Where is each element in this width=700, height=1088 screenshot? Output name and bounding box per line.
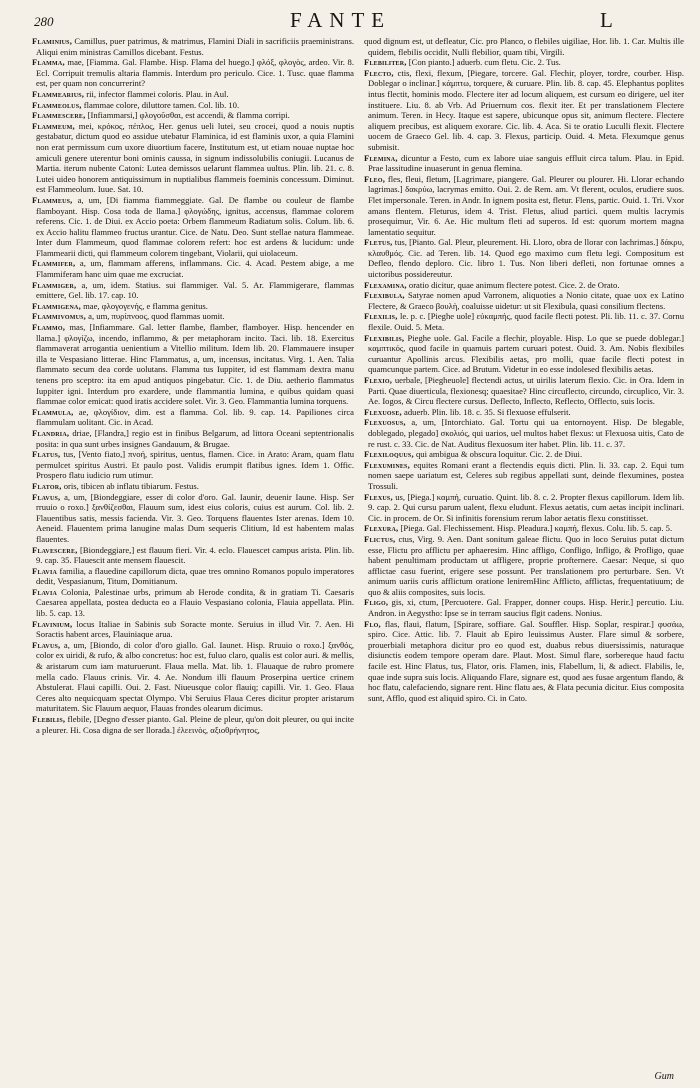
entry-headword: Fligo, xyxy=(364,597,389,608)
catchword: Gum xyxy=(654,1071,674,1082)
dictionary-entry xyxy=(32,428,354,449)
entry-text: a, um, flammam afferens, inflammans. Cic. 4. Acad. Pestem abige, a me Flammiferam hanc uim quae me excruciat. xyxy=(36,258,354,280)
entry-text: locus Italiae in Sabinis sub Soracte monte. Seruius in illud Vir. 7. Aen. Hi Soractis habent arces, Flauiniaque arua. xyxy=(36,618,354,640)
dictionary-entry xyxy=(364,449,684,460)
entry-headword: Flammearius, xyxy=(32,88,85,99)
entry-text: mei, κρόκος, πέπλος, Her. genus ueli lutei, seu crocei, quod a nouis nuptis gestabatur, dictum quod eo assidue utebatur Flaminica, id est flaminis uxor, a quia Flamini non erat permissum cum uxore diuortium facere, Institutum est, ut etiam nouae nuptae hoc amiculi genere uterentur boni ominis caussa, in signum indissolubilis coniugii. Lucanus de Martia. iterum nubente Catoni: Lutea demissos uelarunt flammea uultus. Plin. lib. 21. c. 8. Lutei uideo honorem antiquissimum in nuptialibus flammeis foeminis concessum. Diminut. est Flammeolum. Iuue. Sat. 10. xyxy=(36,120,354,195)
entry-headword: Flexumines, xyxy=(364,459,410,470)
entry-text: us, [Piega.] καμπή, curuatio. Quint. lib. 8. c. 2. Propter flexus capillorum. Idem lib. 9. cap. 2. Qui cursu parum ualent, flexu eludunt. Flexus aetatis, cum aetas incipit inclinari. Cic. in procem. de Or. Si infinitis forensium rerum labor aetatis flexu constitisset. xyxy=(368,491,684,523)
entry-text: ctis, flexi, flexum, [Piegare, torcere. Gal. Flechir, ployer, tordre, courber. Hisp. Doblegar o inclinar.] κάμπτω, torquere, & curuare. Plin. lib. 8. cap. 45. Elephantus poplites intus flectit, hominis modo. Flectere iter ad locum aliquem, est cursum eo dirigere, uel iter instituere. Liu. 8. ab Vrb. Ad Priuernum cos. flexit iter. Et per translationem Flectere animum. Teren. in Hecy. Itaque est sapere, ubicunque opus sit, animum flectere. Flectere aliquem precibus, est aliquem exorare. Cic. lib. 4. Aca. Si te oratio Luculli flexit. Flectere uocem de Graeco Gel. lib. 4. cap. 3. Flexus, particip. Ouid. 4. Meta. Flexumque genus submisit. xyxy=(368,67,684,152)
entry-headword: Flammiger, xyxy=(32,279,77,290)
dictionary-entry xyxy=(32,195,354,259)
entry-headword: Flammescere, xyxy=(32,110,86,121)
dictionary-entry xyxy=(364,311,684,332)
dictionary-entry xyxy=(364,375,684,407)
entry-headword: Flammeus, xyxy=(32,194,73,205)
entry-headword: Flammigena, xyxy=(32,300,81,311)
entry-text: [Con pianto.] aduerb. cum fletu. Cic. 2. Tus. xyxy=(408,57,561,68)
entry-headword: Flo, xyxy=(364,618,381,629)
entry-text: oris, tibicen ab inflatu tibiarum. Festus. xyxy=(63,480,199,491)
right-column xyxy=(364,36,684,1066)
entry-text: rii, infector flammei coloris. Plau. in Aul. xyxy=(86,88,229,99)
entry-text: equites Romani erant a flectendis equis dicti. Plin. li. 33. cap. 2. Equi tum nomen saepe uariatum est, Celeres sub regibus appellati sunt, deinde flexumines, postea Trossuli. xyxy=(368,459,684,491)
dictionary-entry xyxy=(32,407,354,428)
guide-letter: L xyxy=(600,8,613,32)
entry-text: aduerb. Plin. lib. 18. c. 35. Si flexuose effulserit. xyxy=(404,406,571,417)
dictionary-entry xyxy=(32,110,354,121)
left-column xyxy=(32,36,354,1066)
dictionary-entry xyxy=(32,481,354,492)
entry-text: mas, [Infiammare. Gal. letter flambe, flamber, flamboyer. Hisp. hencender en llama.] φλογίζω, incendo, inflammo, & per metaphoram incito. Taci. lib. 18. Exercitus flammaverat arrogantia uenientium a Vitellio militum. Idem lib. 20. Flammauere insuper illa te Vespasiano litterae. Hinc Flammatus, a, um, incensus, incitatus. Virg. 1. Aen. Talia flammato secum dea corde uolutans. Flamma tus Iuppiter, id est flammam dextra manu tenens pro sceptro: ita em apud antiquos pingebatur. Cic. 1. de Diu. aetherio flammatus Iuppiter igni. Interdum pro exardere, unde flammantia lumina, e quibus quidam quasi flammae color emicat: quod iratis accidere solet. Vir. 3. Geo. Flammantia lumina torquens. xyxy=(36,322,354,407)
entry-text: ae, φλογίδιον, dim. est a flamma. Col. lib. 9. cap. 14. Papiliones circa flammulam uolitant. Cic. in Acad. xyxy=(36,406,354,428)
entry-headword: Flexuose, xyxy=(364,406,402,417)
dictionary-entry xyxy=(32,258,354,279)
entry-text: ctus, Virg. 9. Aen. Dant sonitum galeae flictu. Quo in loco Seruius putat dictum esse, Flictu pro afflictu per aphaeresim. Hinc affligo, Confligo, Infligo, & Profligo, quae habent penultimam productam ut affligere, proprie profternere. Caesar: Neque, si quo afflictae casu fuerint, erigere sese possunt. Per translationem pro perturbare. Sen. Vt animum uariis curis afflictum oratione leniremHinc Afflicto, afflictas, frequentatiuum; de quo & aliis composites, suis locis. xyxy=(368,533,684,597)
entry-headword: Flammeolus, xyxy=(32,99,82,110)
entry-headword: Flexus, xyxy=(364,491,393,502)
entry-headword: Flammeum, xyxy=(32,120,75,131)
entry-headword: Flavescere, xyxy=(32,544,78,555)
entry-text: tus, [Pianto. Gal. Pleur, pleurement. Hi. Lloro, obra de llorar con lachrimas.] δάκρυ, κλαυθμός. Cic. ad Teren. lib. 14. Quod ego maximo cum fletu legi. Compositum est Defleo, flendo deploro. Cic. libro 1. Tus. Non liberi defleti, non fortunae omnes a uictoribus possidereutur. xyxy=(368,237,684,280)
dictionary-entry xyxy=(364,237,684,279)
entry-headword: Flavia xyxy=(32,565,58,576)
dictionary-entry xyxy=(32,714,354,735)
entry-headword: Flecto, xyxy=(364,67,394,78)
entry-text: [Piega. Gal. Flechissement. Hisp. Pleadura.] καμπή, flexus. Colu. lib. 5. cap. 5. xyxy=(400,523,673,534)
dictionary-entry xyxy=(32,449,354,481)
entry-headword: Flator, xyxy=(32,480,62,491)
entry-headword: Flexura, xyxy=(364,523,399,534)
dictionary-entry xyxy=(364,68,684,153)
running-header xyxy=(0,6,700,36)
dictionary-entry xyxy=(32,57,354,89)
dictionary-entry xyxy=(364,417,684,449)
dictionary-entry xyxy=(364,597,684,618)
entry-headword: Flexio, xyxy=(364,375,393,385)
entry-headword: Flavia xyxy=(32,586,58,597)
dictionary-entry xyxy=(364,492,684,524)
entry-text: mae, φλογογενής, e flamma genitus. xyxy=(83,300,208,311)
entry-headword: Flammifer, xyxy=(32,258,76,269)
entry-headword: Flexibula, xyxy=(364,290,405,301)
entry-text: oratio dicitur, quae animum flectere potest. Cice. 2. de Orato. xyxy=(408,279,620,290)
entry-headword: Flammula, xyxy=(32,406,74,417)
entry-text: flas, flaui, flatum, [Spirare, soffiare. Gal. Souffler. Hisp. Soplar, respirar.] φυσάω, spiro. Cice. Attic. lib. 7. Flauit ab Epiro leuissimus Auster. Flare simul & sorbere, prouerbiali metaphora dicitur pro eo quod est, duabus rebus diuersissimis, naturaque disiunctis eodem tempore operam dare. Plaut. Most. Simul flare, sorbereque haud factu facile est. Hinc Flatus, tus, Flator, oris. Flamen, inis, Flabellum, li, & adiect. Flabilis, le, quae inde supra suis locis. Aliquando Flare, signare est, quod aes fusae argentum flando, & hoc flatu, calefaciendo, signare rent. Hinc flatu aes, & Flata pecunia dicitur. Eius composita sunt, Afflo, quod est aliquid spiro. Ci. in Cato. xyxy=(368,618,684,703)
dictionary-entry xyxy=(32,280,354,301)
dictionary-entry xyxy=(32,36,354,57)
entry-headword: Fleo, xyxy=(364,173,386,184)
page-number: 280 xyxy=(34,14,54,29)
dictionary-entry xyxy=(32,619,354,640)
entry-text: driae, [Flandra,] regio est in finibus Belgarum, ad littora Oceani septentrionalis posita: in qua sunt urbes insignes Gandauum, & Brugae. xyxy=(36,427,354,449)
entry-headword: Flictus, xyxy=(364,533,396,544)
entry-headword: Flamma, xyxy=(32,57,65,68)
dictionary-entry xyxy=(364,523,684,534)
entry-text: tus, [Vento fiato,] πνοή, spiritus, uentus, flamen. Cice. in Arato: Aram, quam flatu permulcet spiritus Austri. Et paulo post. Validis erumpit flatibus ignes. Idem 1. Offic. Prospero flatu iudicio rum utimur. xyxy=(36,449,354,481)
entry-text: familia, a flauedine capillorum dicta, quae tres omnino Romanos populo imperatores dedit, Vespasianum, Titum, Domitianum. xyxy=(36,565,354,587)
entry-headword: Flexamina, xyxy=(364,279,407,290)
entry-text: a, um, [Biondo, di color d'oro giallo. Gal. Iaunet. Hisp. Rruuio o roxo.] ξανθός, color ex uiridi, & rufo, & albo concretus: hoc est, fuluo claro, qualis est color auri. & mellis, & aristarum cum iam maturuerunt. Flaua mella. Mat. lib. 1. Flauaque de rubro promere mella cado. Flauus crinis. Vir. 4. Ae. Nondum illi flauum Proserpina uertice crinem Abstulerat. Flaui capilli. Oui. 2. Fast. Niueusque color flauiq; capilli. Vir. 1. Geo. Flaua Ceres alto nequicquam spectat Olympo. Vbi Seruius Flaua Ceres dicitur propter aristarum maturitatem. Sic Flauum aequor, Flauas frondes olearum dicimus. xyxy=(36,639,354,714)
entry-text: [Infiammarsi,] φλογοῦσθαι, est accendi, & flamma corripi. xyxy=(87,110,290,121)
dictionary-entry xyxy=(364,407,684,418)
dictionary-entry xyxy=(32,89,354,100)
dictionary-entry xyxy=(364,280,684,291)
entry-headword: Fletus, xyxy=(364,237,393,248)
entry-headword: Flammo, xyxy=(32,322,66,333)
entry-text: a, um, [Intorchiato. Gal. Tortu qui ua entornoyent. Hisp. De blegable, doblegado, plegado] σκολιός, qui uarios, uel multos habet flexus: ut Flexuosa uitis, Cato de re rust. c. 33. Cic. de Nat. Auditus flexuosum iter habet. Plin. lib. 11. c. 37. xyxy=(368,417,684,449)
dictionary-entry xyxy=(32,492,354,545)
entry-headword: Flandria, xyxy=(32,427,70,438)
entry-headword: Flebilis, xyxy=(32,714,66,724)
entry-text: quod dignum est, ut defleatur, Cic. pro Planco, o flebiles uigiliae, Hor. lib. 1. Car. Multis ille quidem, flebilis occidit, Nulli flebilior, quam tibi, Virgili. xyxy=(364,36,684,57)
dictionary-entry xyxy=(364,460,684,492)
dictionary-entry xyxy=(32,311,354,322)
dictionary-entry xyxy=(32,640,354,714)
entry-text: flebile, [Degno d'esser pianto. Gal. Pleine de pleur, qu'on doit pleurer, ou qui incite a pleurer. Hi. Cosa digna de ser llorada.] ἐλεεινὸς, αξιοθρήνητος, xyxy=(36,714,354,735)
dictionary-entry xyxy=(364,36,684,57)
dictionary-entry xyxy=(364,174,684,238)
entry-headword: Flavus, xyxy=(32,491,61,502)
entry-headword: Flemina, xyxy=(364,152,398,163)
entry-text: dicuntur a Festo, cum ex labore uiae sanguis effluit circa talum. Plau. in Epid. Prae lassitudine inuaserunt in genua flemina. xyxy=(368,152,684,174)
entry-text: [Biondeggiare,] est flauum fieri. Vir. 4. eclo. Flauescet campus arista. Plin. lib. 9. cap. 35. Flauescit ante mensem flauescit. xyxy=(36,544,354,566)
dictionary-entry xyxy=(364,153,684,174)
entry-text: uerbale, [Piegheuole] flectendi actus, ut uirilis laterum flexio. Cic. in Ora. Idem in Parti. Quae diuerticula, flexionesq; quaesitae? Hinc circuflecto, circundo, circuplico, Vir. 3. Ae. Iogos, & Circu flectere cursus. Deflecto, Inflecto, Reflecto, Offlecto, suis locis. xyxy=(368,375,684,407)
entry-text: flammae colore, diluttore tamen. Col. lib. 10. xyxy=(83,99,240,110)
entry-headword: Flebiliter, xyxy=(364,57,407,68)
entry-headword: Flexilis, xyxy=(364,311,398,322)
entry-text: fles, fleui, fletum, [Lagrimare, piangere. Gal. Pleurer ou plourer. Hi. Llorar echando lagrimas.] δακρύω, lacrymas emitto. Oui. 2. de Rem. am. Vt flerent, oculos, erudiere suos. Flet impersonale. Teren. in Andr. In ignem posita est, fletur. Flens, partic. Ouid. 1. Tri. Vxor amans flentem. Fleturus, idem 4. Trist. Fletus, aliud partici. quem multis lacrymis prosequimur, Vir. 6. Ae. Hic multum fleti ad superos. Id est: quorum mortem magna lamentatio sequitur. xyxy=(368,173,684,237)
entry-text: qui ambigua & obscura loquitur. Cic. 2. de Diui. xyxy=(415,449,583,460)
entry-headword: Flammivomus, xyxy=(32,311,87,322)
dictionary-entry xyxy=(32,322,354,407)
entry-headword: Flavinium, xyxy=(32,618,73,629)
entry-text: a, um, πυρίπνοος, quod flammas uomit. xyxy=(88,311,225,322)
entry-headword: Flatus, xyxy=(32,449,61,460)
section-title: FANTE xyxy=(290,8,392,32)
entry-text: Satyrae nomen apud Varronem, aliquoties a Nonio citate, quae uox ex Latino Flectere, & Graeco βουλὴ, coaluisse uidetur: ut sit Flexibula, quasi consilium flectens. xyxy=(368,290,684,311)
dictionary-entry xyxy=(32,121,354,195)
dictionary-entry xyxy=(32,100,354,111)
entry-headword: Flexibilis, xyxy=(364,332,405,343)
entry-text: Camillus, puer patrimus, & matrimus, Flamini Diali in sacrificiis praeministrans. Aliqui enim ministras Camillos dicebant. Festus. xyxy=(36,36,354,57)
dictionary-entry xyxy=(32,566,354,587)
entry-text: a, um, [Biondeggiare, esser di color d'oro. Gal. Iaunir, deuenir Iaune. Hisp. Ser rruuio o roxo.] ξανθίζεσθαι, Flauum sum, idest eius coloris, cuius est aurum. Col. lib. 2. Flauentibus satis, messis facienda. Vir. 3. Geo. Torquens flauentes Ister arenas. Idem 10. Aeneid. Flauentem prima lanugine malas Dum sequeris Clitium, Id est habentem malas flauentes. xyxy=(36,491,354,544)
entry-text: a, um, [Di fiamma fiammeggiate. Gal. De flambe ou couleur de flambe flamboyant. Hisp. Cosa toda de llama.] φλογώδης, ignitus, accensus, flammae colorem referens. Cic. 1. de Diui. ex Accio poeta: Orbem flammeum Radiatum solis. Colum. lib. 6. ex Accio halitu flammeo fructus urantur. Cice. de Natu. Deo. Sunt stellae natura flammeae. Inter dum Flammeum, quod flammae colorem refert: hoc est ardens & lucidum: unde Flammearii dicti, qui flammeum colorem tingebant, Violarii, qui uiolaceum. xyxy=(36,194,354,258)
dictionary-entry xyxy=(32,587,354,619)
dictionary-entry xyxy=(32,301,354,312)
entry-text: gis, xi, ctum, [Percuotere. Gal. Frapper, donner coups. Hisp. Herir.] percutio. Liu. Andron. in Aegystho: Ipse se in terram saucius flgit cadens. Nonius. xyxy=(368,597,684,619)
entry-headword: Flexiloquus, xyxy=(364,449,414,460)
dictionary-entry xyxy=(364,57,684,68)
dictionary-entry xyxy=(364,290,684,311)
entry-text: Colonia, Palestinae urbs, primum ab Herode condita, & in gratiam Ti. Caesaris Caesarea appellata, postea deducta eo a Flauio Vespasiano colonia, Flauia appellata. Plin. lib. 5. cap. 13. xyxy=(36,586,354,619)
dictionary-entry xyxy=(364,333,684,375)
entry-text: a, um, idem. Statius. sui flammiger. Val. 5. Ar. Flammigerare, flammas emittere, Gel. lib. 17. cap. 10. xyxy=(36,279,354,301)
entry-headword: Flexuosus, xyxy=(364,417,406,428)
dictionary-entry xyxy=(364,619,684,704)
entry-text: mae, [Fiamma. Gal. Flambe. Hisp. Flama del huego.] φλόξ, φλογὸς, ardeo. Vir. 8. Ecl. Corripuit tremulis altaria flammis. Interdum pro periculo. Cice. 1. Tusc. quae flamma est, per quam non concurrerint? xyxy=(36,57,354,89)
entry-headword: Flavus, xyxy=(32,639,61,650)
entry-headword: Flaminius, xyxy=(32,36,73,46)
entry-text: le. p. c. [Pieghe uole] εὐκαμπής, quod facile flecti potest. Pli. lib. 11. c. 37. Cornu flexile. Ouid. 5. Meta. xyxy=(368,311,684,333)
entry-text: Pieghe uole. Gal. Facile a flechir, ployable. Hisp. Lo que se puede doblegar.] καμπτικός, quod facile in quamuis partem curuari potest. Ouid. 3. Am. Nobis flexibiles curuantur Apollinis arcus. Flexibilis aetas, pro molli, quae facile flecti potest in quamcunque partem. Cice. ad Brutum. Videtur in eo esse indolesed flexibilis aetas. xyxy=(368,332,684,375)
dictionary-entry xyxy=(364,534,684,598)
dictionary-entry xyxy=(32,545,354,566)
